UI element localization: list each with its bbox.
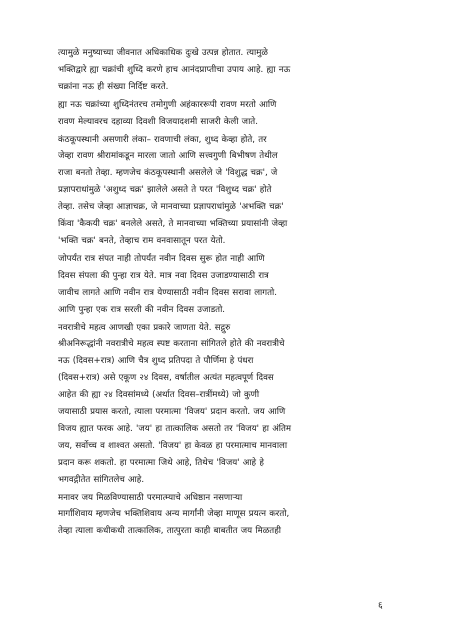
text-line: आहेत की ह्या २४ दिवसांमध्ये (अर्थात दिवस–रात्रींमध्ये) जो कुणी bbox=[58, 390, 260, 401]
text-line: 'भक्ति चक्र' बनते, तेव्हाच राम वनवासातून परत येतो. bbox=[58, 235, 226, 246]
text-line: जावीच लागते आणि नवीन रात्र येण्यासाठी नवीन दिवस सरावा लागतो. bbox=[58, 287, 277, 298]
text-line: चक्रांना नऊ ही संख्या निर्दिष्ट करते. bbox=[58, 81, 169, 92]
paragraph-1 bbox=[58, 45, 398, 96]
text-line: प्रज्ञापराधांमुळे 'अशुध्द चक्र' झालेले असते ते परत 'विशुध्द चक्र' होते bbox=[58, 185, 272, 196]
text-line: प्रदान करू शकतो. हा परमात्मा जिथे आहे, तिथेच 'विजय' आहे हे bbox=[58, 457, 264, 468]
text-line: श्रीअनिरूद्धांनी नवरात्रीचे महत्व स्पष्ट करताना सांगितले होते की नवरात्रीचे bbox=[58, 339, 285, 350]
paragraph-6 bbox=[58, 490, 398, 541]
text-line: ह्या नऊ चक्रांच्या शुध्दिनंतरच तमोगुणी अहंकाररूपी रावण मरतो आणि bbox=[58, 99, 277, 110]
text-line: तेव्हा त्याला कधीकधी तात्कालिक, तात्पुरता काही बाबतीत जय मिळतही bbox=[58, 526, 281, 537]
text-line: भगवद्गीतेत सांगितलेच आहे. bbox=[58, 474, 145, 485]
paragraph-4 bbox=[58, 251, 398, 319]
text-line: नवरात्रीचे महत्व आणखी एका प्रकारे जाणता येते. सद्गुरु bbox=[58, 322, 231, 333]
text-line: भक्तिद्वारे ह्या चक्रांची शुध्दि करणे हाच आनंदप्राप्तीचा उपाय आहे. ह्या नऊ bbox=[58, 64, 291, 75]
text-line: जय, सर्वोच्च व शाश्वत असतो. 'विजय' हा केवळ हा परमात्माच मानवाला bbox=[58, 440, 288, 451]
text-line: (दिवस+रात्र) असे एकूण २४ दिवस, वर्षातील अत्यंत महत्वपूर्ण दिवस bbox=[58, 373, 274, 384]
text-line: त्यामुळे मनुष्याच्या जीवनात अधिकाधिक दुःखे उत्पन्न होतात. त्यामुळे bbox=[58, 48, 268, 58]
paragraph-2 bbox=[58, 97, 398, 131]
text-line: विजय ह्यात फरक आहे. 'जय' हा तात्कालिक असतो तर 'विजय' हा अंतिम bbox=[58, 423, 292, 434]
text-line: किंवा 'कैकयी चक्र' बनलेले असते, ते मानवाच्या भक्तिच्या प्रयासांनी जेव्हा bbox=[58, 219, 288, 230]
text-line: मार्गांशिवाय म्हणजेच भक्तिशिवाय अन्य मार्गांनी जेव्हा माणूस प्रयत्न करतो, bbox=[58, 509, 290, 520]
text-line: कंठकूपस्थानी असणारी लंका– रावणाची लंका, शुध्द केव्हा होते, तर bbox=[58, 134, 267, 145]
text-line: जयासाठी प्रयास करतो, त्याला परमात्मा 'विजय' प्रदान करतो. जय आणि bbox=[58, 407, 286, 418]
text-line: जोपर्यंत रात्र संपत नाही तोपर्यंत नवीन दिवस सुरू होत नाही आणि bbox=[58, 253, 265, 264]
page-number: ६ bbox=[378, 601, 383, 611]
text-line: नऊ (दिवस+रात्र) आणि चैत्र शुध्द प्रतिपदा ते पौर्णिमा हे पंधरा bbox=[58, 356, 254, 367]
text-line: जेव्हा रावण श्रीरामांकडून मारला जातो आणि सत्त्वगुणी बिभीषण तेथील bbox=[58, 151, 278, 162]
text-line: राजा बनतो तेव्हा. म्हणजेच कंठकूपस्थानी असलेले जे 'विशुद्ध चक्र', जे bbox=[58, 168, 278, 179]
text-line: आणि पुन्हा एक रात्र सरली की नवीन दिवस उजाडतो. bbox=[58, 304, 226, 315]
text-line: तेव्हा. तसेच जेव्हा आज्ञाचक्र, जे मानवाच्या प्रज्ञापराधांमुळे 'अभक्ति चक्र' bbox=[58, 202, 284, 213]
text-line: रावण मेल्यावरच दहाव्या दिवशी विजयादशमी साजरी केली जाते. bbox=[58, 116, 258, 127]
paragraph-5 bbox=[58, 320, 398, 489]
document-page bbox=[58, 45, 398, 541]
text-line: मनावर जय मिळविण्यासाठी परमात्म्याचे अधिष्ठान नसणाऱ्या bbox=[58, 492, 243, 503]
paragraph-3 bbox=[58, 132, 398, 250]
text-line: दिवस संपला की पुन्हा रात्र येते. मात्र नवा दिवस उजाडण्यासाठी रात्र bbox=[58, 270, 269, 281]
